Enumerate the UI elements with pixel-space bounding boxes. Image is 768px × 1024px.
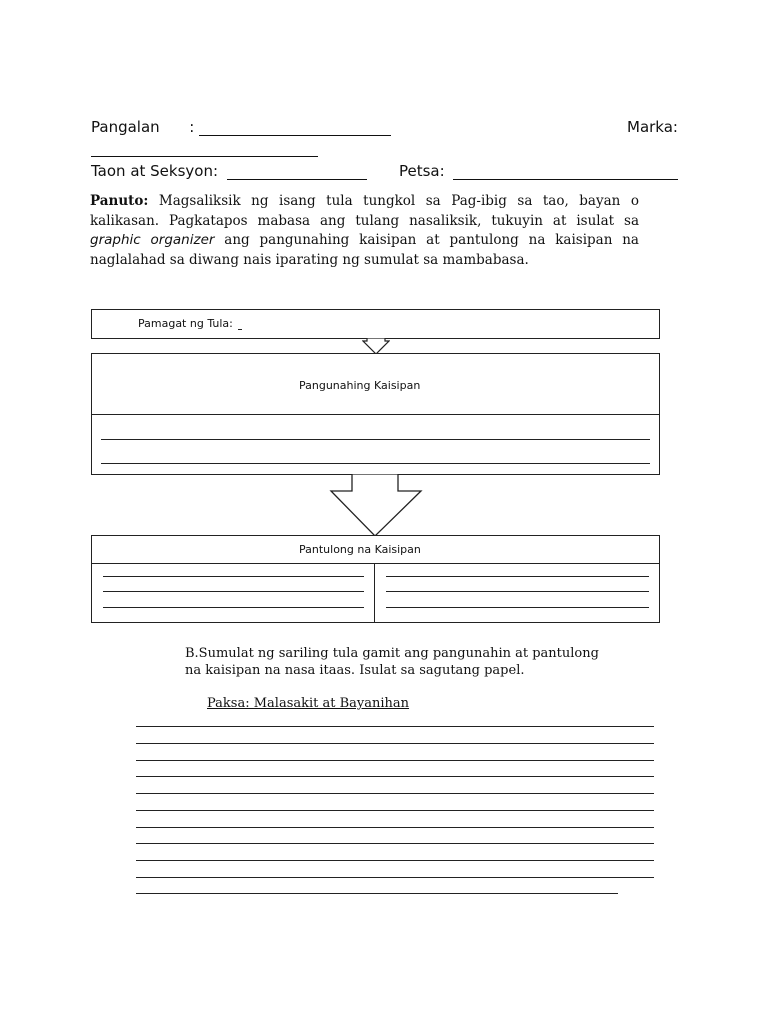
section-row bbox=[91, 162, 367, 180]
part-b-instructions bbox=[185, 645, 599, 679]
supporting-idea-column-divider bbox=[374, 563, 375, 623]
main-idea-box bbox=[91, 353, 660, 475]
section-label: Taon at Seksyon: bbox=[91, 162, 219, 180]
name-row bbox=[91, 118, 391, 136]
supporting-right-line[interactable] bbox=[386, 576, 649, 577]
instructions-italic: graphic organizer bbox=[90, 232, 215, 248]
writing-line[interactable] bbox=[136, 793, 654, 794]
instructions-text-2: ang pangunahing kaisipan at pantulong na kaisipan na naglalahad sa diwang nais iparating ng sumulat sa mambabasa. bbox=[90, 232, 639, 268]
supporting-left-line[interactable] bbox=[103, 591, 364, 592]
topic-heading: Paksa: Malasakit at Bayanihan bbox=[207, 696, 410, 711]
writing-line[interactable] bbox=[136, 760, 654, 761]
date-label: Petsa: bbox=[399, 162, 445, 180]
supporting-left-line[interactable] bbox=[103, 607, 364, 608]
name-label: Pangalan bbox=[91, 118, 160, 136]
date-blank[interactable] bbox=[453, 165, 678, 180]
writing-line[interactable] bbox=[136, 776, 654, 777]
main-idea-label: Pangunahing Kaisipan bbox=[299, 379, 421, 392]
instructions-paragraph bbox=[90, 192, 639, 270]
writing-line[interactable] bbox=[136, 726, 654, 727]
supporting-idea-label: Pantulong na Kaisipan bbox=[299, 543, 421, 556]
poem-title-label: Pamagat ng Tula: bbox=[138, 317, 233, 330]
supporting-idea-divider bbox=[92, 563, 659, 564]
main-idea-line[interactable] bbox=[101, 439, 650, 440]
large-down-arrow bbox=[329, 474, 423, 538]
part-b-line-1: B.Sumulat ng sariling tula gamit ang pangunahin at pantulong bbox=[185, 646, 599, 661]
supporting-right-line[interactable] bbox=[386, 591, 649, 592]
writing-line[interactable] bbox=[136, 743, 654, 744]
supporting-idea-box bbox=[91, 535, 660, 623]
score-blank[interactable] bbox=[91, 142, 318, 157]
score-label: Marka: bbox=[627, 118, 678, 136]
main-idea-line[interactable] bbox=[101, 463, 650, 464]
part-b-line-2: na kaisipan na nasa itaas. Isulat sa sagutang papel. bbox=[185, 663, 525, 678]
name-colon: : bbox=[189, 118, 195, 136]
instructions-text-1: Magsaliksik ng isang tula tungkol sa Pag-ibig sa tao, bayan o kalikasan. Pagkatapos mabasa ang tulang nasaliksik, tukuyin at isulat sa bbox=[90, 193, 639, 229]
supporting-left-line[interactable] bbox=[103, 576, 364, 577]
date-row bbox=[399, 162, 678, 180]
section-blank[interactable] bbox=[227, 165, 367, 180]
writing-line[interactable] bbox=[136, 877, 654, 878]
name-blank[interactable] bbox=[199, 121, 391, 136]
writing-line[interactable] bbox=[136, 860, 654, 861]
poem-title-box[interactable] bbox=[91, 309, 660, 339]
writing-line[interactable] bbox=[136, 827, 654, 828]
poem-title-blank bbox=[238, 329, 242, 330]
instructions-label: Panuto: bbox=[90, 193, 149, 209]
supporting-right-line[interactable] bbox=[386, 607, 649, 608]
main-idea-divider bbox=[92, 414, 659, 415]
writing-line[interactable] bbox=[136, 893, 618, 894]
writing-line[interactable] bbox=[136, 843, 654, 844]
writing-line[interactable] bbox=[136, 810, 654, 811]
